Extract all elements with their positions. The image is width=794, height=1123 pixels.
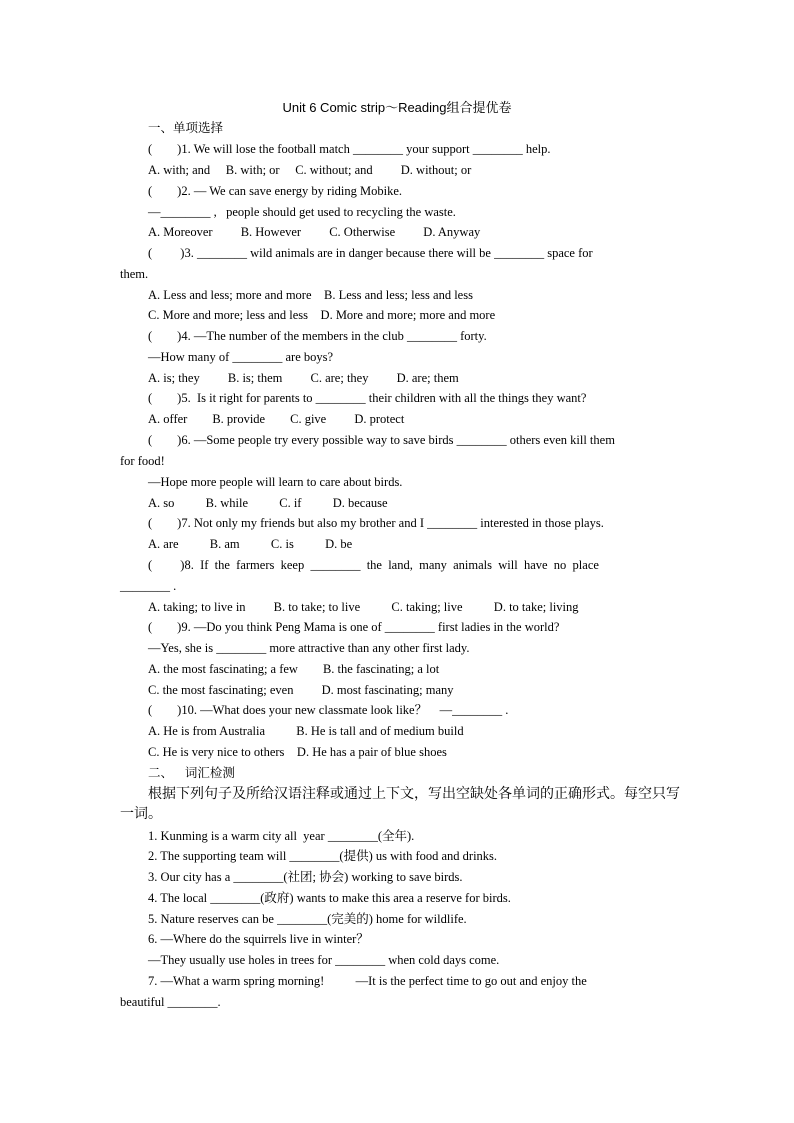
question-7-options: A. are B. am C. is D. be: [148, 537, 353, 551]
question-10-options-b: C. He is very nice to others D. He has a pair of blue shoes: [148, 745, 447, 759]
question-9: ( )9. —Do you think Peng Mama is one of ________ first ladies in the world?: [148, 620, 560, 634]
question-6-options: A. so B. while C. if D. because: [148, 496, 388, 510]
question-3-cont: them.: [120, 267, 149, 281]
vocab-item-2: 2. The supporting team will ________(提供) us with food and drinks.: [148, 849, 498, 863]
page-title: Unit 6 Comic strip～Reading组合提优卷: [282, 100, 512, 115]
question-9-options-a: A. the most fascinating; a few B. the fascinating; a lot: [148, 662, 440, 676]
vocab-item-6: 6. —Where do the squirrels live in winter？: [148, 932, 369, 946]
question-6-cont: for food!: [120, 454, 165, 468]
question-6: ( )6. —Some people try every possible way to save birds ________ others even kill them: [148, 433, 615, 447]
vocab-item-6-reply: —They usually use holes in trees for ________ when cold days come.: [148, 953, 500, 967]
question-3-options-b: C. More and more; less and less D. More and more; more and more: [148, 308, 496, 322]
question-4: ( )4. —The number of the members in the club ________ forty.: [148, 329, 487, 343]
vocab-item-4: 4. The local ________(政府) wants to make this area a reserve for birds.: [148, 891, 511, 905]
vocab-instructions-cont: 一词。: [120, 806, 162, 822]
question-4-reply: —How many of ________ are boys?: [148, 350, 334, 364]
question-7: ( )7. Not only my friends but also my brother and I ________ interested in those plays.: [148, 516, 604, 530]
question-10-options-a: A. He is from Australia B. He is tall and of medium build: [148, 724, 464, 738]
question-8: ( )8. If the farmers keep ________ the land, many animals will have no place: [148, 558, 599, 572]
question-4-options: A. is; they B. is; them C. are; they D. are; them: [148, 371, 459, 385]
question-8-cont: ________ .: [120, 579, 177, 593]
section-heading-vocab: 二、 词汇检测: [148, 765, 235, 780]
question-3-options-a: A. Less and less; more and more B. Less and less; less and less: [148, 288, 473, 302]
question-9-options-b: C. the most fascinating; even D. most fascinating; many: [148, 683, 454, 697]
question-2-options: A. Moreover B. However C. Otherwise D. Anyway: [148, 225, 481, 239]
question-3: ( )3. ________ wild animals are in danger because there will be ________ space for: [148, 246, 593, 260]
question-1-options: A. with; and B. with; or C. without; and D. without; or: [148, 163, 472, 177]
vocab-item-5: 5. Nature reserves can be ________(完美的) home for wildlife.: [148, 912, 467, 926]
vocab-item-7-cont: beautiful ________.: [120, 995, 221, 1009]
question-2: ( )2. — We can save energy by riding Mobike.: [148, 184, 403, 198]
question-6-reply: —Hope more people will learn to care about birds.: [148, 475, 403, 489]
question-5-options: A. offer B. provide C. give D. protect: [148, 412, 405, 426]
question-5: ( )5. Is it right for parents to ________ their children with all the things they want?: [148, 391, 587, 405]
question-10: ( )10. —What does your new classmate look like？ —________ .: [148, 703, 509, 717]
vocab-item-3: 3. Our city has a ________(社团; 协会) working to save birds.: [148, 870, 463, 884]
question-1: ( )1. We will lose the football match ________ your support ________ help.: [148, 142, 551, 156]
vocab-item-7: 7. —What a warm spring morning! —It is the perfect time to go out and enjoy the: [148, 974, 587, 988]
question-2-reply: —________ , people should get used to recycling the waste.: [148, 205, 456, 219]
vocab-instructions: 根据下列句子及所给汉语注释或通过上下文，写出空缺处各单词的正确形式。每空只写: [148, 786, 680, 802]
vocab-item-1: 1. Kunming is a warm city all year ________(全年).: [148, 829, 415, 843]
question-9-reply: —Yes, she is ________ more attractive than any other first lady.: [148, 641, 470, 655]
section-heading-choice: 一、单项选择: [148, 120, 224, 135]
question-8-options: A. taking; to live in B. to take; to live C. taking; live D. to take; living: [148, 600, 579, 614]
